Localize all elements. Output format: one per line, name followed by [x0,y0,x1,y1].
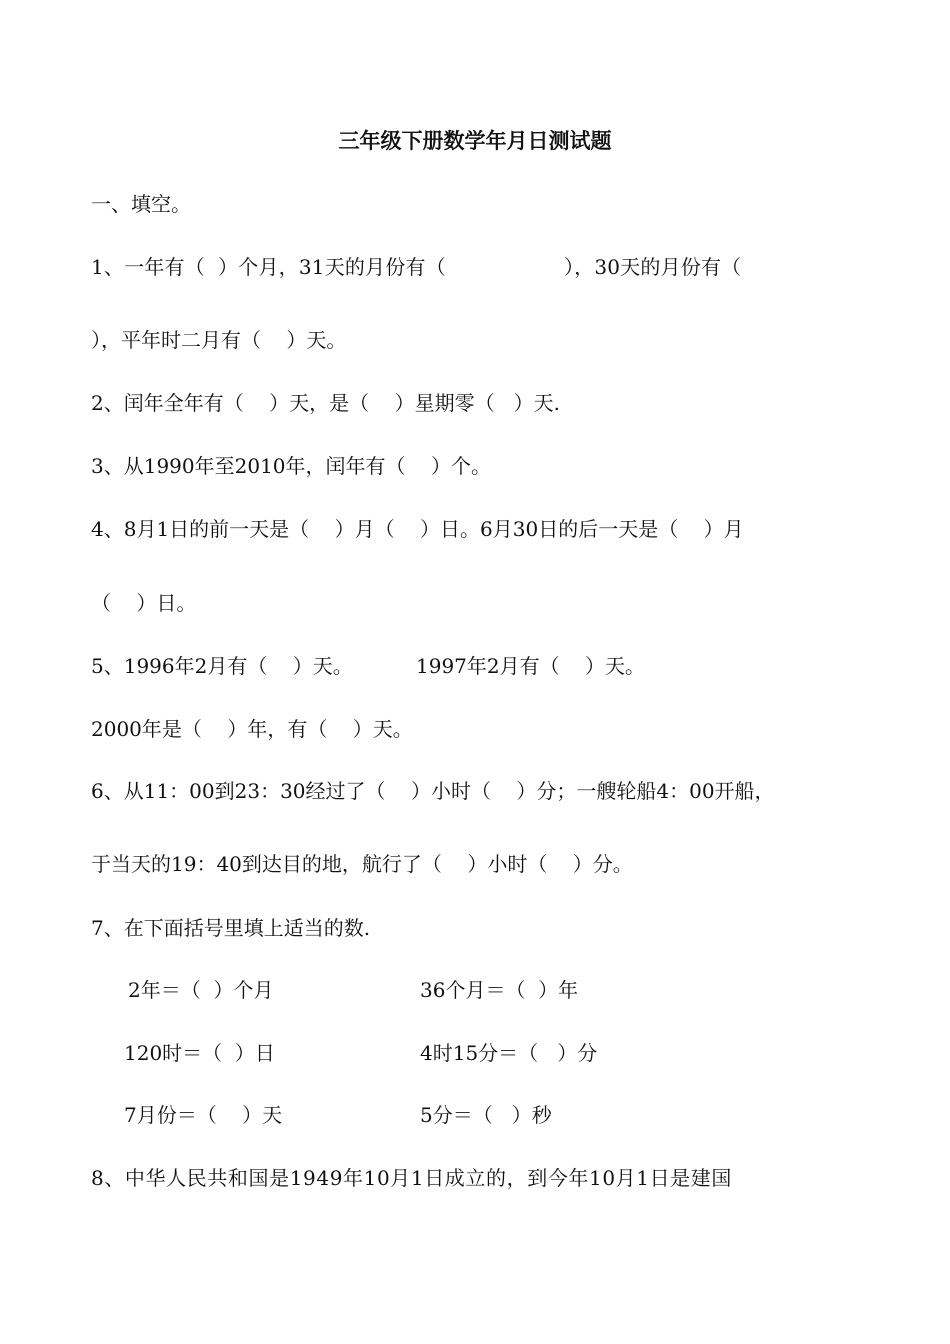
conversion-right-3: 5分＝（ ）秒 [420,1103,552,1127]
section-heading: 一、填空。 [91,192,191,216]
conversion-left-3: 7月份＝（ ）天 [124,1103,283,1127]
question-2: 2、闰年全年有（ ）天，是（ ）星期零（ ）天. [91,391,561,415]
conversion-left-1: 2年＝（ ）个月 [128,978,274,1002]
page-title: 三年级下册数学年月日测试题 [338,128,612,153]
question-5-line-2: 2000年是（ ）年，有（ ）天。 [91,717,413,741]
question-5-part-2: 1997年2月有（ ）天。 [416,654,646,678]
question-4-line-2: （ ）日。 [91,591,197,615]
question-7-intro: 7、在下面括号里填上适当的数. [91,916,371,940]
question-3: 3、从1990年至2010年，闰年有（ ）个。 [91,454,491,478]
question-6-line-1: 6、从11：00到23：30经过了（ ）小时（ ）分；一艘轮船4：00开船， [91,779,775,803]
conversion-right-1: 36个月＝（ ）年 [420,978,579,1002]
question-8: 8、中华人民共和国是1949年10月1日成立的，到今年10月1日是建国 [91,1166,732,1190]
conversion-right-2: 4时15分＝（ ）分 [420,1041,598,1065]
question-1-line-1: 1、一年有（ ）个月，31天的月份有（ ），30天的月份有（ [91,255,742,279]
question-1-line-2: ），平年时二月有（ ）天。 [91,328,347,352]
conversion-left-2: 120时＝（ ）日 [124,1041,275,1065]
question-6-line-2: 于当天的19：40到达目的地，航行了（ ）小时（ ）分。 [91,852,633,876]
question-5-part-1: 5、1996年2月有（ ）天。 [91,654,353,678]
question-4-line-1: 4、8月1日的前一天是（ ）月（ ）日。6月30日的后一天是（ ）月 [91,517,744,541]
